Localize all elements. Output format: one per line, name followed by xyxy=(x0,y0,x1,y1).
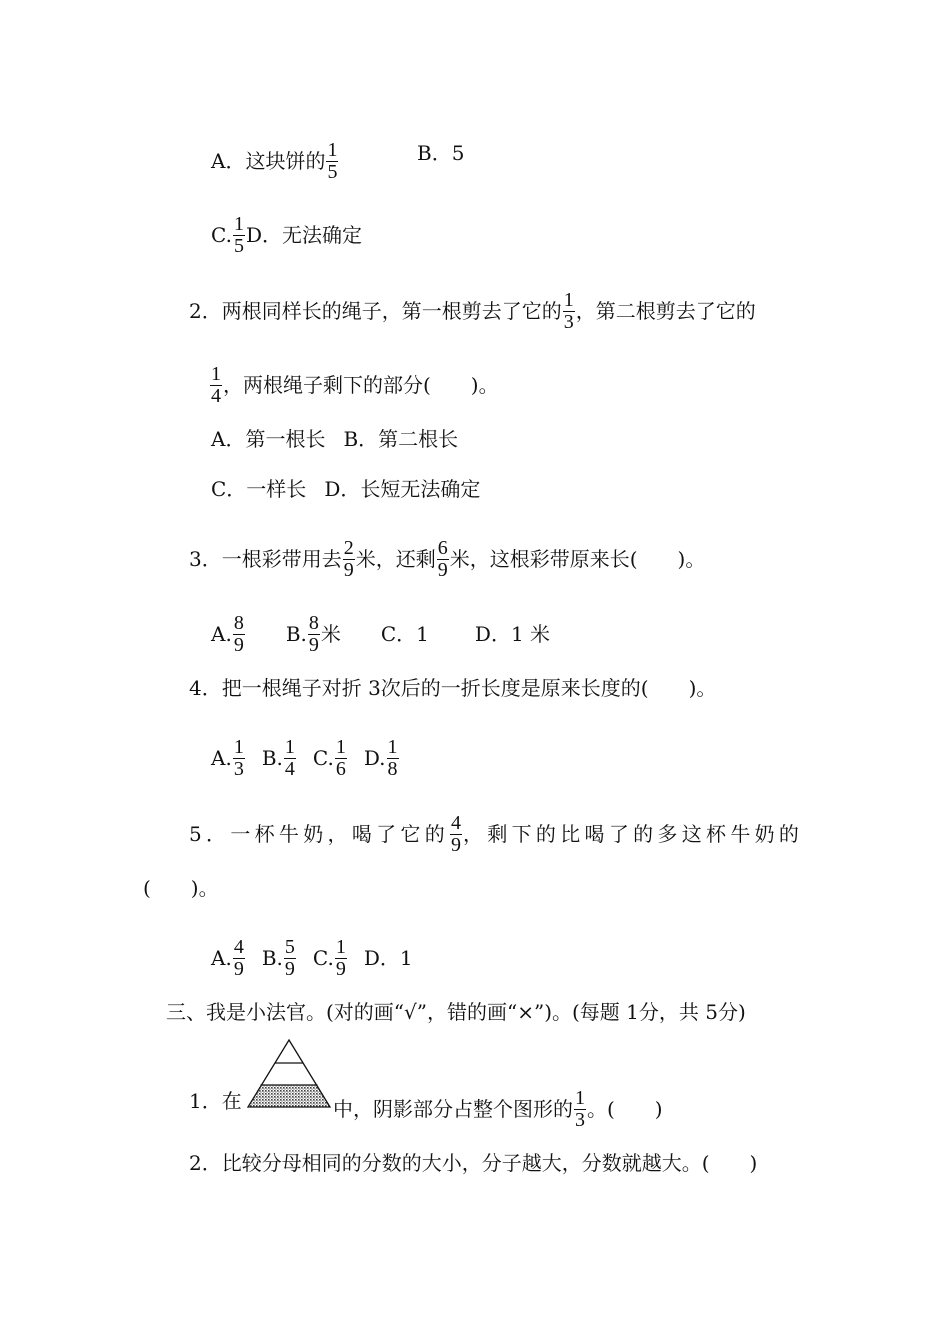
fraction xyxy=(233,937,245,980)
q4-option-d-label: D. xyxy=(363,746,386,770)
q2-option-c: C．一样长 xyxy=(211,477,307,501)
fraction-denominator: 3 xyxy=(575,1109,585,1131)
fraction xyxy=(233,613,245,656)
q3-stem xyxy=(189,539,705,582)
fraction-numerator: 1 xyxy=(211,363,221,385)
q5-text: ，剩下的比喝了的多这杯牛奶的 xyxy=(463,822,804,846)
fraction-denominator: 4 xyxy=(284,758,295,780)
triangle-figure xyxy=(244,1039,334,1109)
judge1-text-start: 1．在 xyxy=(189,1089,242,1113)
q2-option-b: B．第二根长 xyxy=(343,427,459,451)
fraction xyxy=(450,813,462,856)
fraction-numerator: 8 xyxy=(308,612,319,634)
fraction-denominator: 5 xyxy=(327,161,338,183)
fraction xyxy=(437,538,449,581)
q3-text: 米，还剩 xyxy=(355,547,436,571)
q3-text: 米，这根彩带原来长( )。 xyxy=(449,547,706,571)
q3-options xyxy=(211,614,550,657)
fraction xyxy=(284,937,296,980)
fraction xyxy=(210,364,222,407)
q4-stem: 4．把一根绳子对折 3次后的一折长度是原来长度的( )。 xyxy=(189,676,717,700)
fraction-denominator: 9 xyxy=(335,958,346,980)
judge1-answer-blank: 。( ) xyxy=(587,1097,663,1121)
fraction xyxy=(284,737,296,780)
q1-option-a-label: A．这块饼的 xyxy=(211,149,326,173)
fraction-numerator: 1 xyxy=(575,1087,585,1109)
fraction-denominator: 9 xyxy=(233,958,244,980)
q2-stem-line2 xyxy=(209,365,499,408)
fraction xyxy=(574,1088,586,1131)
q5-option-a-label: A. xyxy=(211,946,232,970)
fraction xyxy=(326,140,338,183)
q1-option-a xyxy=(211,141,339,184)
q2-text: ，第二根剪去了它的 xyxy=(575,299,756,323)
q5-text: 5．一杯牛奶，喝了它的 xyxy=(189,822,450,846)
fraction-numerator: 5 xyxy=(284,936,295,958)
q2-text: ，两根绳子剩下的部分( )。 xyxy=(223,373,499,397)
fraction-numerator: 1 xyxy=(233,736,244,758)
q4-option-c-label: C. xyxy=(312,746,334,770)
shaded-region xyxy=(248,1085,330,1107)
fraction-numerator: 1 xyxy=(335,936,346,958)
fraction-numerator: 1 xyxy=(233,213,244,235)
fraction-denominator: 9 xyxy=(284,958,295,980)
fraction-numerator: 2 xyxy=(343,537,354,559)
q1-option-c-label: C. xyxy=(211,223,232,247)
q5-stem-line1 xyxy=(189,814,803,857)
fraction-numerator: 4 xyxy=(233,936,244,958)
q3-option-b-unit: 米 xyxy=(320,622,341,646)
fraction-numerator: 8 xyxy=(233,612,244,634)
fraction xyxy=(233,214,245,257)
fraction-numerator: 1 xyxy=(563,289,574,311)
section3-heading: 三、我是小法官。(对的画“√”，错的画“×”)。(每题 1分，共 5分) xyxy=(166,1000,746,1024)
q2-text: 2．两根同样长的绳子，第一根剪去了它的 xyxy=(189,299,562,323)
q5-option-b-label: B. xyxy=(261,946,283,970)
q2-option-d: D．长短无法确定 xyxy=(324,477,481,501)
fraction xyxy=(387,737,399,780)
fraction-numerator: 4 xyxy=(451,812,462,834)
fraction-numerator: 1 xyxy=(387,736,398,758)
judge1-text: 中，阴影部分占整个图形的 xyxy=(333,1097,573,1121)
q4-options xyxy=(211,738,400,781)
fraction-denominator: 5 xyxy=(233,235,244,257)
fraction-numerator: 6 xyxy=(437,537,448,559)
fraction xyxy=(233,737,245,780)
q3-option-b-label: B. xyxy=(285,622,307,646)
judge1-text-rest xyxy=(333,1089,663,1132)
q2-options-cd xyxy=(211,477,480,501)
fraction xyxy=(563,290,575,333)
fraction-denominator: 8 xyxy=(387,758,398,780)
fraction xyxy=(343,538,355,581)
fraction-denominator: 6 xyxy=(335,758,346,780)
fraction-numerator: 1 xyxy=(327,139,338,161)
fraction xyxy=(308,613,320,656)
fraction-denominator: 9 xyxy=(343,559,354,581)
q5-option-c-label: C. xyxy=(312,946,334,970)
q3-option-d: D．1 米 xyxy=(474,622,551,646)
fraction-denominator: 3 xyxy=(563,311,574,333)
fraction xyxy=(335,737,347,780)
fraction-denominator: 9 xyxy=(308,634,319,656)
fraction-denominator: 3 xyxy=(233,758,244,780)
fraction-denominator: 9 xyxy=(451,834,462,856)
q3-text: 3．一根彩带用去 xyxy=(189,547,342,571)
q2-option-a: A．第一根长 xyxy=(211,427,326,451)
q4-option-a-label: A. xyxy=(211,746,232,770)
q3-option-c: C．1 xyxy=(380,622,429,646)
q1-option-cd xyxy=(211,215,362,258)
fraction-denominator: 9 xyxy=(233,634,244,656)
fraction-denominator: 4 xyxy=(211,385,221,407)
q1-option-d-label: D．无法确定 xyxy=(245,223,362,247)
fraction-numerator: 1 xyxy=(335,736,346,758)
q2-stem-line1 xyxy=(189,291,756,334)
q2-options-ab xyxy=(211,427,458,451)
q5-stem-line2: ( )。 xyxy=(143,876,219,900)
judge2-text: 2．比较分母相同的分数的大小，分子越大，分数就越大。( ) xyxy=(189,1151,758,1175)
q5-options xyxy=(211,938,413,981)
fraction-numerator: 1 xyxy=(284,736,295,758)
fraction-denominator: 9 xyxy=(437,559,448,581)
fraction xyxy=(335,937,347,980)
q4-option-b-label: B. xyxy=(261,746,283,770)
q5-option-d: D．1 xyxy=(363,946,413,970)
q1-option-b: B．5 xyxy=(417,141,465,165)
q3-option-a-label: A. xyxy=(211,622,232,646)
